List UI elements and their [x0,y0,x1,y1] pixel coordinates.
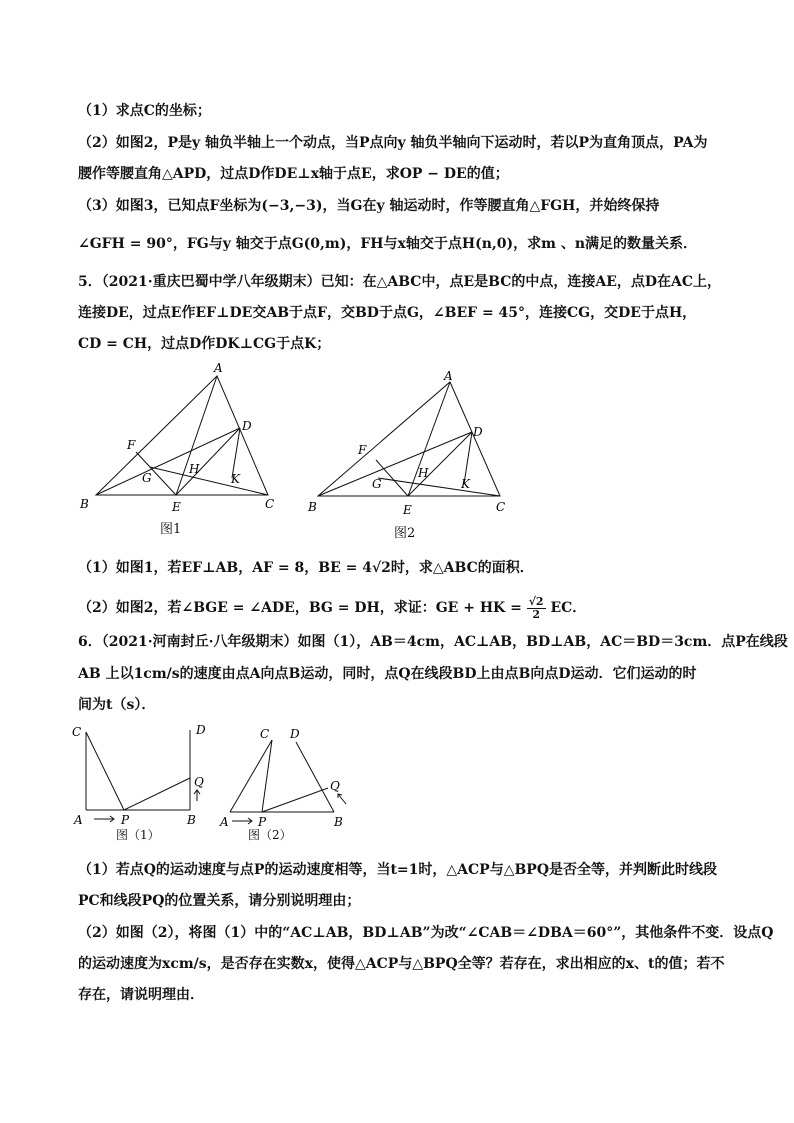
q5f1-label-D: D [242,419,252,433]
q5-figure-1-caption: 图1 [160,522,182,537]
q5f1-label-C: C [265,497,275,511]
q5f1-label-K: K [231,472,240,486]
q5f2-label-C: C [496,500,506,514]
q5f1-label-A: A [214,362,223,375]
q5-stem-line3: CD = CH，过点D作DK⊥CG于点K； [78,336,331,352]
q5f2-label-B: B [308,500,317,514]
q6-part2-line2: 的运动速度为xcm/s，是否存在实数x，使得△ACP与△BPQ全等？若存在，求出相应的x、t的值；若不 [78,956,725,972]
q6-part1-line1: （1）若点Q的运动速度与点P的运动速度相等，当t=1时，△ACP与△BPQ是否全等，并判断此时线段 [78,862,718,878]
q5-stem-line2: 连接DE，过点E作EF⊥DE交AB于点F，交BD于点G，∠BEF = 45°，连接CG，交DE于点H， [78,305,697,321]
q5f1-label-H: H [189,462,200,476]
q6-figure-2 [218,720,368,850]
q5-part1: （1）如图1，若EF⊥AB，AF = 8，BE = 4√2时，求△ABC的面积． [78,560,534,576]
q5f1-label-B: B [80,497,89,511]
q6f1-label-Q: Q [194,775,204,789]
q6f2-label-B: B [334,815,343,829]
q6-stem-line1: 6．（2021·河南封丘·八年级期末）如图（1），AB＝4cm，AC⊥AB，BD⊥AB，AC＝BD＝3cm．点P在线段 [78,634,788,650]
q4-part2-line1: （2）如图2，P是y 轴负半轴上一个动点，当P点向y 轴负半轴向下运动时，若以P为直角顶点，PA为 [78,135,708,151]
q5f2-label-D: D [473,425,483,439]
q6f2-label-A: A [220,815,229,829]
q5-part2-post: EC． [550,600,587,616]
q6-part2-line3: 存在，请说明理由． [78,987,204,1003]
q6-figure-2-caption: 图（2） [248,828,292,842]
q6f2-label-D: D [290,727,300,741]
q5-figure-2-caption: 图2 [394,526,416,541]
q6-stem-line2: AB 上以1cm/s的速度由点A向点B运动，同时，点Q在线段BD上由点B向点D运动．它们运动的时 [78,666,697,682]
q4-part3-line1: （3）如图3，已知点F坐标为(−3,−3)，当G在y 轴运动时，作等腰直角△FGH，并始终保持 [78,198,660,214]
q6f1-label-P: P [121,813,130,827]
q5f2-label-H: H [418,466,429,480]
q6f2-label-Q: Q [330,779,340,793]
q5f1-label-F: F [127,438,136,452]
q6f1-label-A: A [74,813,83,827]
q5-stem-line1: 5．（2021·重庆巴蜀中学八年级期末）已知：在△ABC中，点E是BC的中点，连接AE，点D在AC上， [78,274,722,290]
q6f1-label-C: C [72,725,82,739]
q5-figure-1 [70,362,290,542]
q4-part3-line2: ∠GFH = 90°，FG与y 轴交于点G(0,m)，FH与x轴交于点H(n,0)，求m 、n满足的数量关系． [78,236,697,252]
q5f2-label-A: A [444,369,453,383]
q6f2-label-P: P [258,815,267,829]
q5f2-label-G: G [372,477,382,491]
q5f2-label-E: E [403,503,412,517]
q5-part2-fraction-den: 2 [532,607,540,621]
q6-figure-1 [66,718,226,848]
q5-part2-pre: （2）如图2，若∠BGE = ∠ADE，BG = DH，求证：GE + HK = [78,600,522,616]
q5-part2 [78,594,586,622]
q5-part2-fraction-num: √2 [528,594,544,608]
q5f1-label-G: G [142,471,152,485]
q4-part2-line2: 腰作等腰直角△APD，过点D作DE⊥x轴于点E，求OP − DE的值； [78,166,509,182]
q6-figure-1-caption: 图（1） [116,828,160,842]
q6f1-label-D: D [196,723,206,737]
q5-part2-fraction [527,596,546,621]
q6f1-label-B: B [187,813,196,827]
q6-part2-line1: （2）如图（2），将图（1）中的“AC⊥AB，BD⊥AB”为改“∠CAB＝∠DBA＝60°”，其他条件不变．设点Q [78,925,774,941]
q6-stem-line3: 间为t（s）． [78,697,156,713]
q4-part1: （1）求点C的坐标； [78,103,211,119]
q5f1-label-E: E [172,500,181,514]
q6-part1-line2: PC和线段PQ的位置关系，请分别说明理由； [78,893,361,909]
q5f2-label-K: K [461,477,470,491]
q6f2-label-C: C [260,727,270,741]
q5-figure-2 [302,368,522,548]
q5f2-label-F: F [358,443,367,457]
